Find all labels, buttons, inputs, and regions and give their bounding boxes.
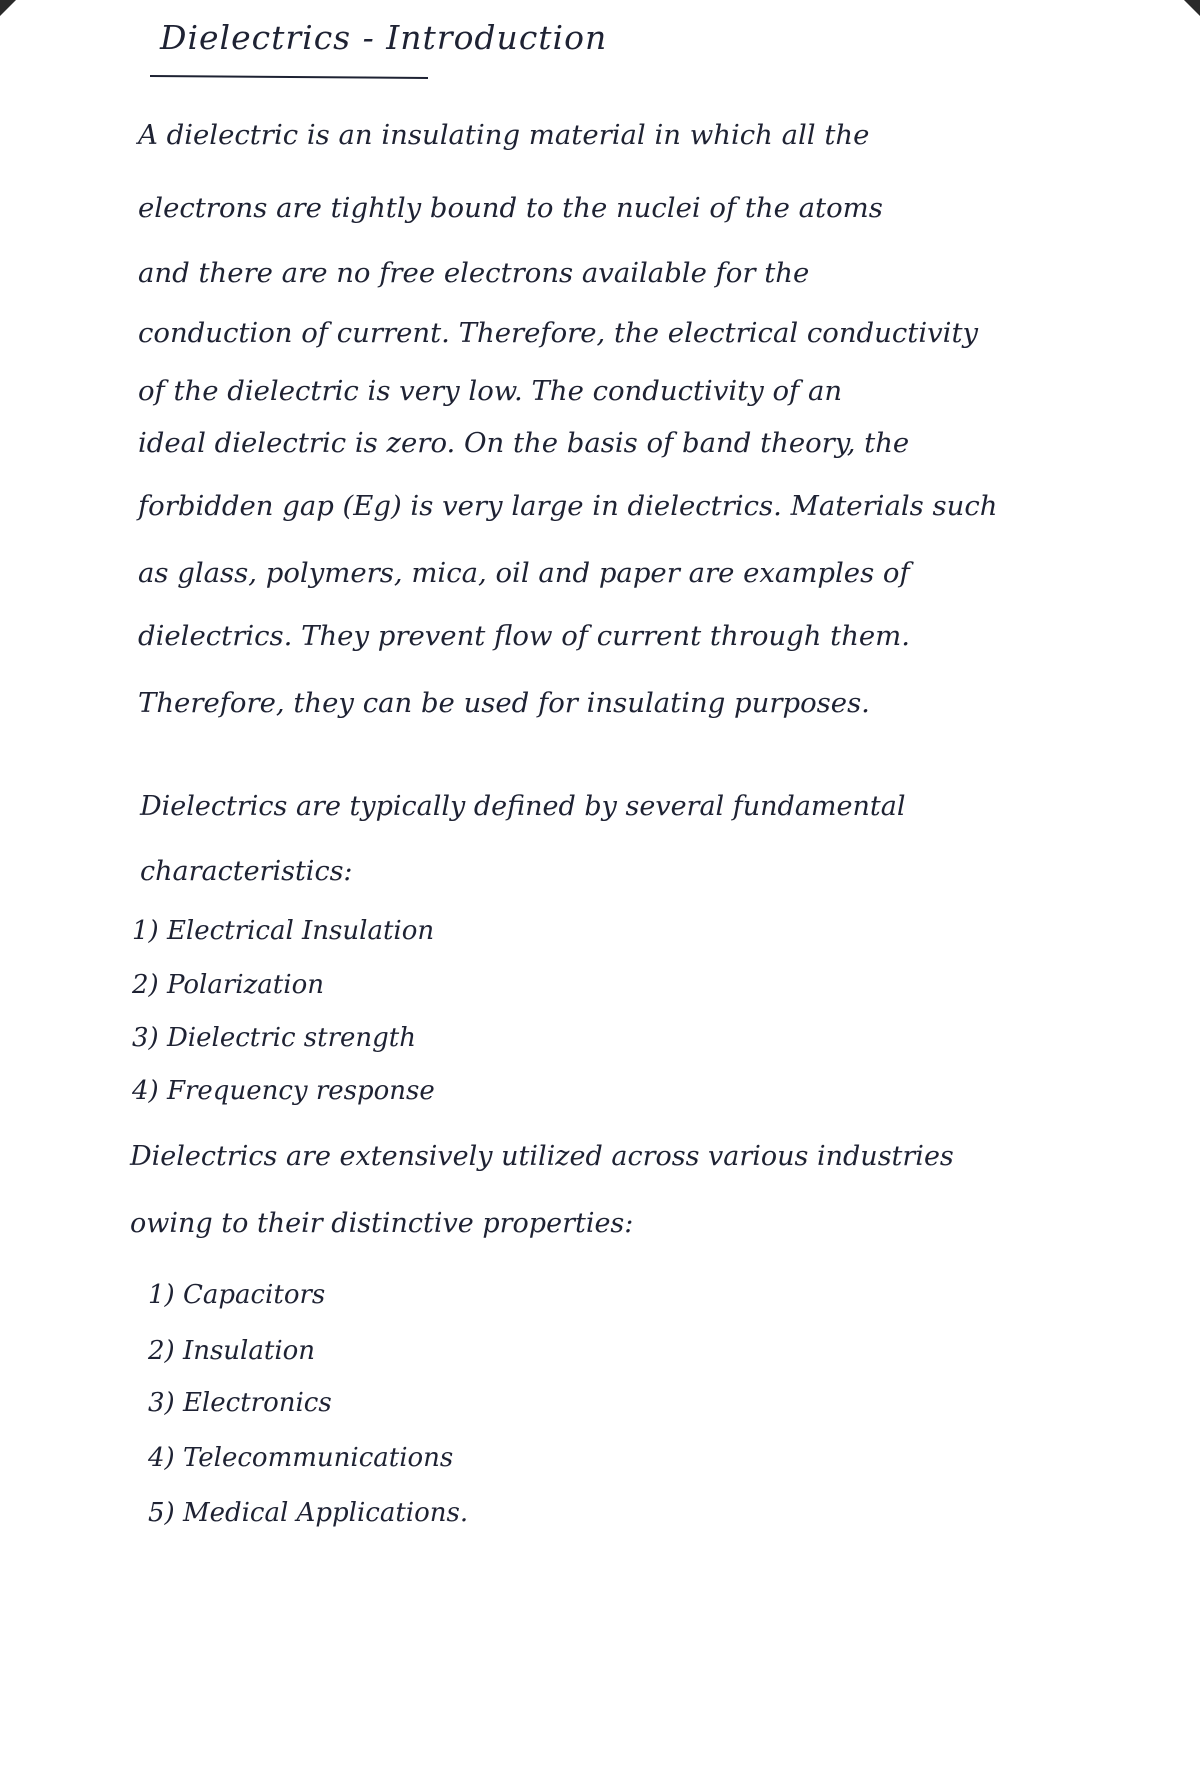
list-item: 2) Polarization [132,970,324,1000]
list-item: 4) Frequency response [132,1076,435,1106]
text-line: A dielectric is an insulating material in which all the [138,119,870,151]
text-line: Therefore, they can be used for insulating purposes. [138,687,870,719]
text-line: Dielectrics are typically defined by several fundamental [140,791,906,822]
text-line: conduction of current. Therefore, the electrical conductivity [138,317,979,349]
text-line: and there are no free electrons available for the [138,257,810,289]
list-item: 2) Insulation [148,1336,316,1366]
text-line: of the dielectric is very low. The conductivity of an [138,375,843,407]
text-line: Dielectrics are extensively utilized across various industries [130,1141,954,1172]
list-item: 3) Electronics [148,1388,332,1418]
text-line: dielectrics. They prevent flow of current through them. [138,620,911,652]
text-line: ideal dielectric is zero. On the basis of band theory, the [138,427,910,459]
list-item: 4) Telecommunications [148,1443,454,1473]
text-line: forbidden gap (Eg) is very large in dielectrics. Materials such [138,490,998,522]
list-item: 3) Dielectric strength [132,1023,416,1053]
text-line: owing to their distinctive properties: [130,1208,634,1239]
page-title: Dielectrics - Introduction [160,18,608,57]
text-line: as glass, polymers, mica, oil and paper are examples of [138,557,910,589]
text-line: electrons are tightly bound to the nuclei of the atoms [138,192,883,224]
list-item: 1) Electrical Insulation [132,916,435,946]
text-line: characteristics: [140,856,353,887]
title-underline [150,75,428,79]
list-item: 5) Medical Applications. [148,1498,469,1528]
list-item: 1) Capacitors [148,1280,326,1310]
